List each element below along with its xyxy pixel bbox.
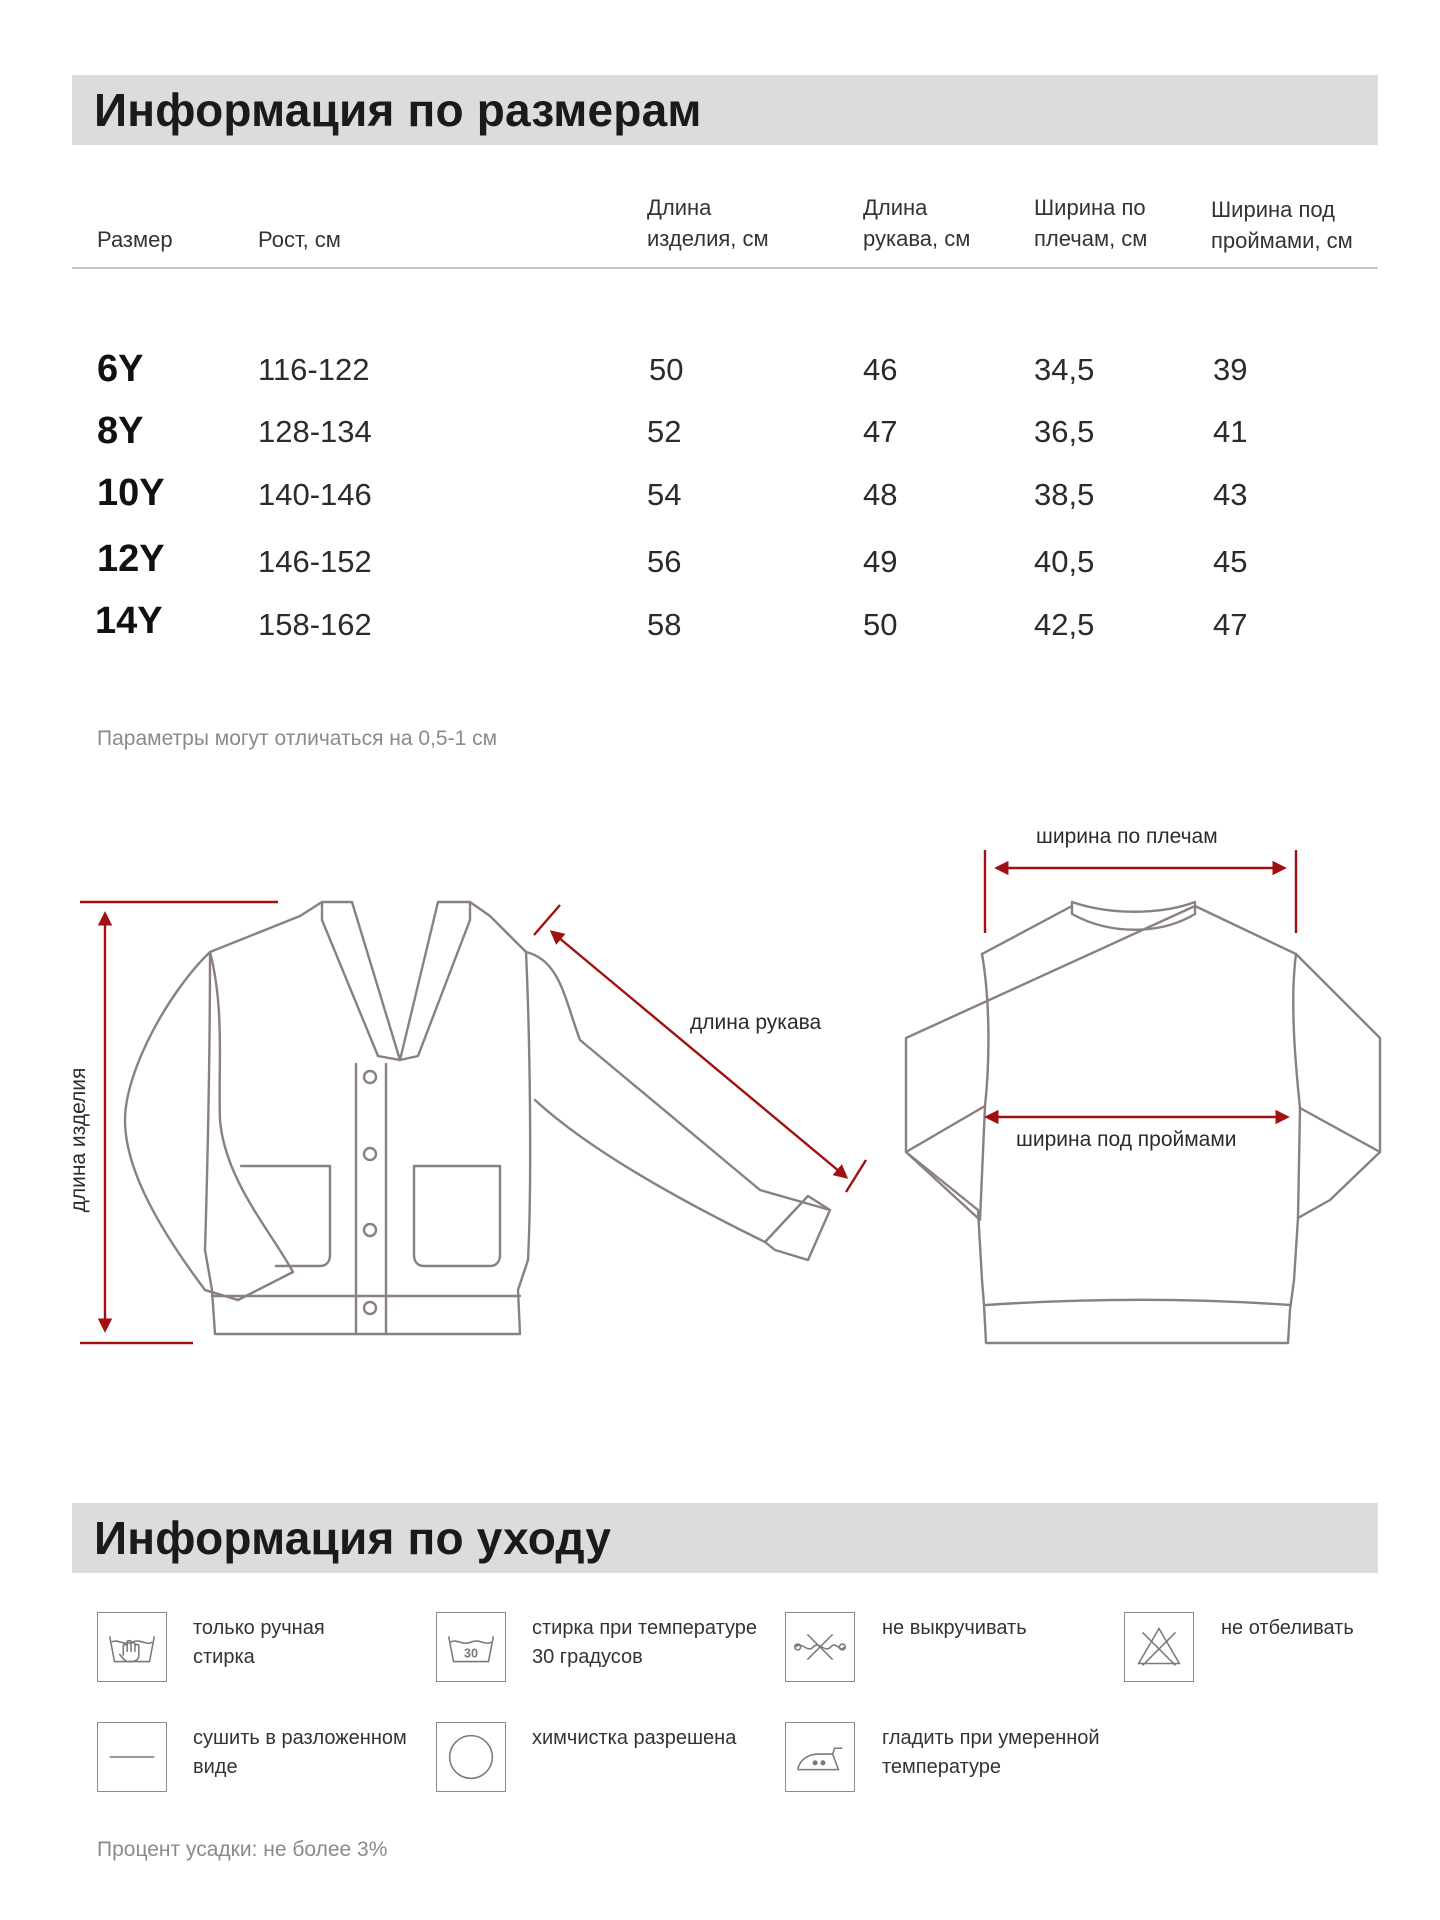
length-value: 58 xyxy=(647,607,682,642)
armholes-label: ширина под проймами xyxy=(1016,1128,1237,1151)
size-label: 10Y xyxy=(97,472,165,514)
sleeve-value: 46 xyxy=(863,352,898,387)
care-text: стирка при температуре 30 градусов xyxy=(532,1617,757,1668)
care-info-header xyxy=(72,1503,1378,1573)
height-value: 128-134 xyxy=(258,414,372,449)
sleeve-top-tick xyxy=(534,905,560,935)
iron-medium-icon xyxy=(785,1722,855,1792)
cardigan-front-drawing xyxy=(125,902,830,1334)
garment-diagram xyxy=(0,780,1440,1380)
care-text: гладить при умеренной температуре xyxy=(882,1727,1100,1778)
header-armholes: Ширина под проймами, см xyxy=(1211,197,1353,253)
size-info-title: Информация по размерам xyxy=(94,84,702,136)
wash-30-icon xyxy=(436,1612,506,1682)
shoulders-value: 42,5 xyxy=(1034,607,1095,642)
height-value: 146-152 xyxy=(258,544,372,579)
armholes-value: 39 xyxy=(1213,352,1248,387)
armholes-value: 41 xyxy=(1213,414,1248,449)
size-label: 14Y xyxy=(95,600,163,642)
size-note: Параметры могут отличаться на 0,5-1 см xyxy=(97,727,498,750)
sleeve-value: 48 xyxy=(863,477,898,512)
dry-clean-icon xyxy=(436,1722,506,1792)
sleeve-value: 50 xyxy=(863,607,898,642)
measure-lines xyxy=(80,850,1296,1343)
shoulders-value: 40,5 xyxy=(1034,544,1095,579)
shoulders-value: 34,5 xyxy=(1034,352,1095,387)
shoulders-label: ширина по плечам xyxy=(1036,825,1218,848)
dry-flat-icon xyxy=(97,1722,167,1792)
length-value: 54 xyxy=(647,477,682,512)
do-not-bleach-icon xyxy=(1124,1612,1194,1682)
height-value: 140-146 xyxy=(258,477,372,512)
height-value: 116-122 xyxy=(258,352,370,387)
length-value: 56 xyxy=(647,544,682,579)
armholes-value: 47 xyxy=(1213,607,1248,642)
length-label: длина изделия xyxy=(67,1067,90,1213)
do-not-wring-icon xyxy=(785,1612,855,1682)
armholes-value: 45 xyxy=(1213,544,1248,579)
sweater-back-drawing xyxy=(906,902,1380,1343)
size-label: 12Y xyxy=(97,538,165,580)
care-text: не выкручивать xyxy=(882,1617,1027,1639)
header-divider xyxy=(72,267,1378,269)
hand-wash-icon xyxy=(97,1612,167,1682)
length-value: 52 xyxy=(647,414,682,449)
sleeve-bottom-tick xyxy=(846,1160,866,1192)
sleeve-label: длина рукава xyxy=(690,1011,822,1034)
header-length: Длина изделия, см xyxy=(647,195,769,251)
sleeve-value: 47 xyxy=(863,414,898,449)
shoulders-value: 36,5 xyxy=(1034,414,1095,449)
size-label: 8Y xyxy=(97,410,144,452)
length-value: 50 xyxy=(649,352,684,387)
header-height: Рост, см xyxy=(258,227,341,252)
size-label: 6Y xyxy=(97,348,144,390)
height-value: 158-162 xyxy=(258,607,372,642)
header-shoulders: Ширина по плечам, см xyxy=(1034,195,1148,251)
care-text: химчистка разрешена xyxy=(532,1727,737,1749)
shoulders-value: 38,5 xyxy=(1034,477,1095,512)
shrinkage-note: Процент усадки: не более 3% xyxy=(97,1838,388,1861)
sleeve-value: 49 xyxy=(863,544,898,579)
care-text: сушить в разложенном виде xyxy=(193,1727,407,1778)
care-info-title: Информация по уходу xyxy=(94,1512,612,1564)
wash-30-icon-text: 30 xyxy=(463,1646,479,1661)
header-sleeve: Длина рукава, см xyxy=(863,195,971,251)
size-info-header xyxy=(72,75,1378,145)
armholes-value: 43 xyxy=(1213,477,1248,512)
care-text: не отбеливать xyxy=(1221,1617,1354,1639)
header-size: Размер xyxy=(97,227,173,252)
care-text: только ручная стирка xyxy=(193,1617,325,1668)
